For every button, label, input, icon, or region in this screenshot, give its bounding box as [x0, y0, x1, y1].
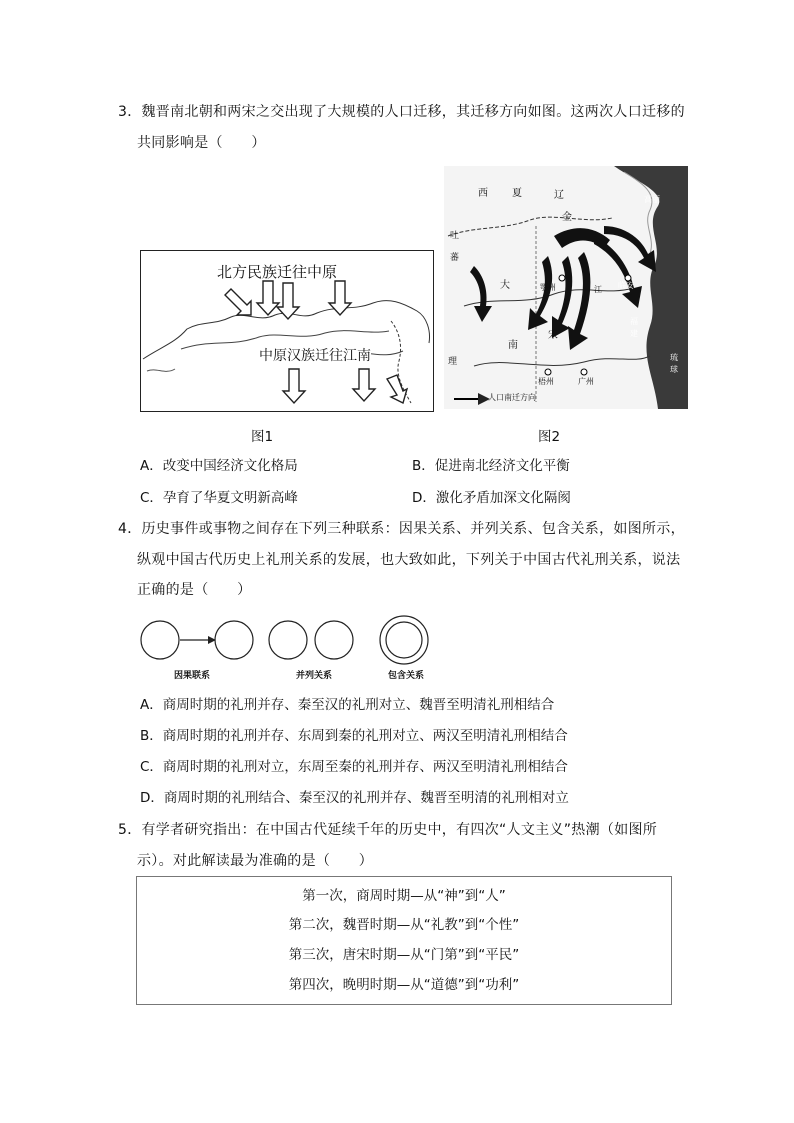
fig2-label-tu: 吐 — [450, 231, 460, 241]
fig2-label-da: 大 — [500, 280, 510, 291]
q3-option-d[interactable]: D．激化矛盾加深文化隔阂 — [412, 490, 571, 506]
fig2-label-liao: 辽 — [554, 190, 564, 201]
fig2-label-guangzhou: 广州 — [578, 377, 594, 386]
q3-stem-line1: 3．魏晋南北朝和两宋之交出现了大规模的人口迁移，其迁移方向如图。这两次人口迁移的 — [118, 104, 685, 120]
fig2-label-linan: 临安 — [618, 281, 634, 290]
q4-stem-line3: 正确的是（ ） — [137, 582, 252, 598]
diagram-label-inclusion: 包含关系 — [388, 671, 425, 681]
fig2-label-dali: 理 — [448, 357, 458, 367]
q5-stem-line2: 示）。对此解读最为准确的是（ ） — [137, 853, 374, 869]
q4-option-d[interactable]: D．商周时期的礼刑结合、秦至汉的礼刑并存、魏晋至明清的礼刑相对立 — [140, 790, 569, 806]
humanism-wave-2: 第二次，魏晋时期—从“礼教”到“个性” — [288, 917, 520, 933]
q3-stem-line2: 共同影响是（ ） — [137, 135, 266, 151]
q4-option-a[interactable]: A．商周时期的礼刑并存、秦至汉的礼刑对立、魏晋至明清礼刑相结合 — [140, 697, 555, 713]
fig1-label-north: 北方民族迁往中原 — [217, 263, 338, 281]
fig2-label-song: 宋 — [548, 330, 558, 341]
fig2-label-fan: 蕃 — [450, 253, 460, 263]
humanism-waves-box — [136, 876, 672, 1005]
humanism-wave-1: 第一次，商周时期—从“神”到“人” — [302, 888, 506, 904]
q3-option-a[interactable]: A．改变中国经济文化格局 — [140, 458, 298, 474]
relationship-diagram — [136, 612, 436, 684]
fig2-legend-label: 人口南迁方向 — [488, 393, 536, 402]
fig2-label-gaoli: 高丽 — [644, 195, 660, 204]
figure-2-map — [444, 166, 688, 409]
fig2-label-xi: 西 — [478, 188, 488, 199]
q4-stem-line2: 纵观中国古代历史上礼刑关系的发展，也大致如此，下列关于中国古代礼刑关系，说法 — [137, 552, 681, 568]
figure-1-caption: 图1 — [251, 429, 274, 445]
humanism-wave-3: 第三次，唐宋时期—从“门第”到“平民” — [288, 947, 520, 963]
fig2-label-liu: 琉 — [670, 353, 678, 362]
fig1-label-south: 中原汉族迁往江南 — [259, 345, 371, 365]
fig2-label-qiu: 球 — [670, 365, 678, 374]
humanism-wave-4: 第四次，晚明时期—从“道德”到“功利” — [288, 977, 520, 993]
fig2-label-nan: 南 — [508, 340, 518, 351]
fig2-label-xia: 夏 — [512, 188, 522, 199]
fig2-label-jian: 建 — [630, 329, 638, 338]
q3-option-c[interactable]: C．孕育了华夏文明新高峰 — [140, 490, 298, 506]
fig2-label-fu: 福 — [630, 317, 638, 326]
fig2-label-wuzhou: 梧州 — [538, 377, 554, 386]
q4-option-c[interactable]: C．商周时期的礼刑对立，东周至秦的礼刑并存、两汉至明清礼刑相结合 — [140, 759, 568, 775]
figure-2-caption: 图2 — [538, 429, 561, 445]
q4-stem-line1: 4．历史事件或事物之间存在下列三种联系：因果关系、并列关系、包含关系，如图所示， — [118, 521, 685, 537]
diagram-label-causal: 因果联系 — [174, 671, 211, 681]
q5-stem-line1: 5．有学者研究指出：在中国古代延续千年的历史中，有四次“人文主义”热潮（如图所 — [118, 822, 658, 838]
fig2-label-jiang: 江 — [594, 285, 602, 294]
q3-option-b[interactable]: B．促进南北经济文化平衡 — [412, 458, 570, 474]
fig2-label-ezhou: 鄂州 — [540, 283, 556, 292]
fig2-label-jin: 金 — [562, 212, 572, 223]
diagram-label-parallel: 并列关系 — [296, 671, 333, 681]
figure-1-map — [140, 250, 434, 412]
q4-option-b[interactable]: B．商周时期的礼刑并存、东周到秦的礼刑对立、两汉至明清礼刑相结合 — [140, 728, 568, 744]
